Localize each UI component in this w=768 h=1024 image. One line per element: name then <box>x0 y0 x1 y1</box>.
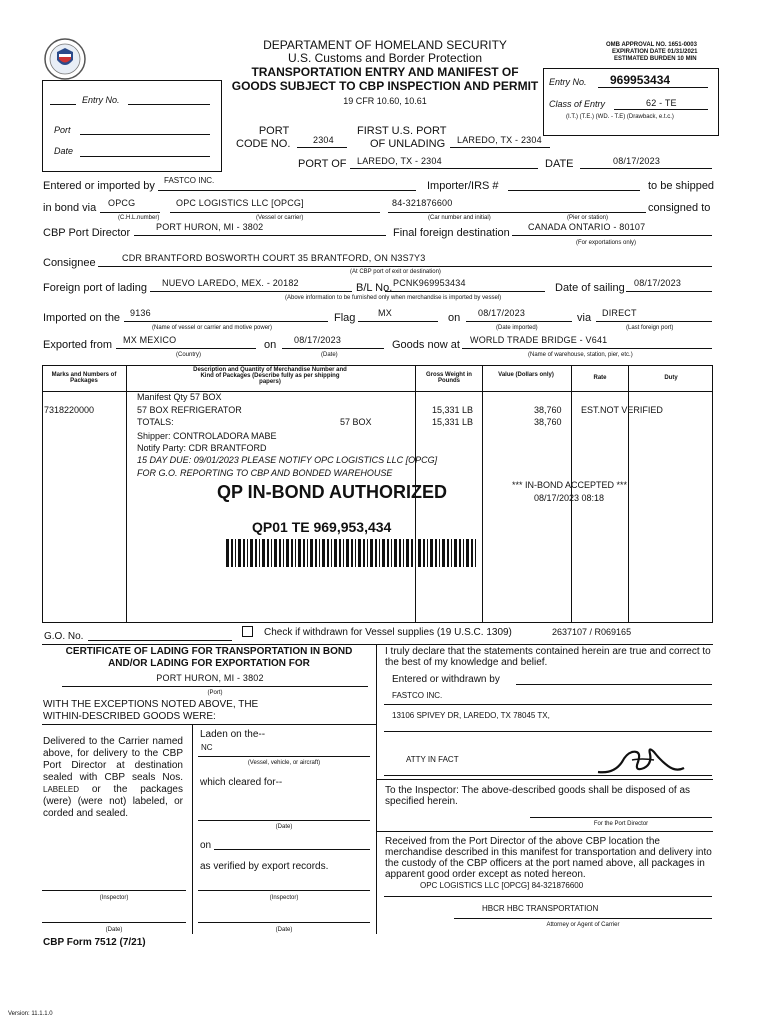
carrier-line1: OPC LOGISTICS LLC [OPCG] 84-321876600 <box>420 881 584 890</box>
date-label: Date <box>54 146 74 156</box>
imported-on-label: Imported on the <box>43 312 121 324</box>
marks-value: 7318220000 <box>44 405 95 415</box>
port-of-label: PORT OF <box>298 158 347 170</box>
cap-date-left: (Date) <box>105 927 123 933</box>
cap-lading: (Above information to be furnished only when merchandise is imported by vessel) <box>285 295 502 301</box>
qp-number: QP01 TE 969,953,434 <box>252 519 392 535</box>
barcode-bar <box>243 539 245 567</box>
dhs-seal <box>44 38 86 80</box>
weight-line-1: 15,331 LB <box>432 405 474 415</box>
barcode-bar <box>310 539 313 567</box>
atty-in-fact: ATTY IN FACT <box>406 755 459 764</box>
cap-cleared-date: (Date) <box>275 824 293 830</box>
version-label: Version: 11.1.1.0 <box>8 1011 53 1017</box>
declaration-text: I truly declare that the statements contained herein are true and correct to the best of my knowledge and belief. <box>385 646 711 668</box>
barcode-bar <box>255 539 257 567</box>
cap-port: (Port) <box>207 690 223 696</box>
barcode-bar <box>351 539 353 567</box>
date-value-top: 08/17/2023 <box>613 156 661 166</box>
barcode-bar <box>319 539 320 567</box>
barcode-bar <box>247 539 248 567</box>
certificate-title2: AND/OR LADING FOR EXPORTATION FOR <box>108 658 310 669</box>
barcode-bar <box>399 539 401 567</box>
cap-inspector-right: (Inspector) <box>269 895 299 901</box>
in-bond-accepted-date: 08/17/2023 08:18 <box>534 493 605 503</box>
cap-imported-vessel: (Name of vessel or carrier and motive power) <box>152 325 273 331</box>
header-description: Description and Quantity of Merchandise Number and Kind of Packages (Describe fully as per shipping papers) <box>193 367 347 385</box>
rate-value: EST.NOT VERIFIED <box>581 405 663 415</box>
barcode-bar <box>339 539 341 567</box>
form-title-line1: TRANSPORTATION ENTRY AND MANIFEST OF <box>251 65 519 79</box>
port-director-label: CBP Port Director <box>43 227 131 239</box>
lading-value: NUEVO LAREDO, MEX. - 20182 <box>162 278 299 288</box>
barcode-bar <box>307 539 308 567</box>
barcode-bar <box>279 539 281 567</box>
via-value: DIRECT <box>602 308 637 318</box>
to-be-shipped-label: to be shipped <box>648 180 715 192</box>
barcode-bar <box>382 539 385 567</box>
cap-port-director: For the Port Director <box>593 821 649 827</box>
barcode-bar <box>262 539 265 567</box>
date-field[interactable] <box>80 156 210 157</box>
barcode-bar <box>238 539 241 567</box>
lading-label: Foreign port of lading <box>43 282 147 294</box>
barcode-bar <box>231 539 233 567</box>
cap-imported-date: (Date imported) <box>496 325 538 331</box>
barcode-bar <box>358 539 361 567</box>
car-number-value: 84-321876600 <box>392 198 453 208</box>
barcode-bar <box>466 539 469 567</box>
via-label: via <box>577 312 592 324</box>
manifest-qty: Manifest Qty 57 BOX <box>137 392 222 402</box>
cap-inspector-left: (Inspector) <box>99 895 129 901</box>
barcode-bar <box>418 539 421 567</box>
department-title: DEPARTAMENT OF HOMELAND SECURITY <box>263 38 507 52</box>
value-totals: 38,760 <box>534 417 562 427</box>
final-destination-value: CANADA ONTARIO - 80107 <box>528 222 646 232</box>
importer-irs-label: Importer/IRS # <box>427 180 499 192</box>
barcode-bar <box>334 539 337 567</box>
on-label-imported: on <box>448 312 461 324</box>
exceptions-line2: WITHIN-DESCRIBED GOODS WERE: <box>43 711 216 722</box>
cap-consignee: (At CBP port of exit or destination) <box>350 269 441 275</box>
class-of-entry-value: 62 - TE <box>646 98 677 108</box>
on-label-exported: on <box>264 339 277 351</box>
due-notice: 15 DAY DUE: 09/01/2023 PLEASE NOTIFY OPC LOGISTICS LLC [OPCG] <box>137 455 438 465</box>
barcode-bar <box>355 539 356 567</box>
laden-value: NC <box>201 743 213 752</box>
class-of-entry-label: Class of Entry <box>549 99 606 109</box>
barcode-bar <box>430 539 433 567</box>
entered-by-value: FASTCO INC. <box>164 176 215 185</box>
first-port-value: LAREDO, TX - 2304 <box>457 135 542 145</box>
form-number: CBP Form 7512 (7/21) <box>43 937 146 948</box>
header-rate: Rate <box>593 375 607 381</box>
class-of-entry-note: (I.T.) (T.E.) (WD. - T.E) (Drawback, e.t.c.) <box>566 114 674 120</box>
cap-exported-date: (Date) <box>321 352 338 358</box>
declarant-company: FASTCO INC. <box>392 691 443 700</box>
barcode-icon <box>226 539 478 567</box>
exported-from-label: Exported from <box>43 339 113 351</box>
exported-from-value: MX MEXICO <box>123 335 177 345</box>
cap-last-port: (Last foreign port) <box>626 325 674 331</box>
barcode-bar <box>226 539 229 567</box>
header-marks: Marks and Numbers of Packages <box>51 372 117 384</box>
reference-number: 2637107 / R069165 <box>552 627 632 637</box>
barcode-bar <box>322 539 325 567</box>
entered-by-label: Entered or imported by <box>43 180 155 192</box>
barcode-bar <box>267 539 269 567</box>
barcode-bar <box>391 539 392 567</box>
barcode-bar <box>442 539 445 567</box>
shipper: Shipper: CONTROLADORA MABE <box>137 431 277 441</box>
cap-vessel: (Vessel or carrier) <box>256 215 304 221</box>
cap-car: (Car number and initial) <box>428 215 491 221</box>
barcode-bar <box>439 539 440 567</box>
vessel-supplies-label: Check if withdrawn for Vessel supplies (19 U.S.C. 1309) <box>264 627 512 638</box>
bl-no-label: B/L No. <box>356 282 393 294</box>
carrier-line2: HBCR HBC TRANSPORTATION <box>482 904 599 913</box>
barcode-bar <box>235 539 236 567</box>
port-code-label1: PORT <box>258 125 290 137</box>
cap-attorney: Attorney or Agent of Carrier <box>546 922 620 928</box>
barcode-bar <box>343 539 344 567</box>
on-value-imported: 08/17/2023 <box>478 308 526 318</box>
date-label-top: DATE <box>545 158 574 170</box>
verified-text: as verified by export records. <box>200 861 329 872</box>
sailing-date-value: 08/17/2023 <box>634 278 682 288</box>
barcode-bar <box>286 539 289 567</box>
barcode-bar <box>250 539 253 567</box>
goods-now-at-label: Goods now at <box>392 339 460 351</box>
received-text: Received from the Port Director of the above CBP location the merchandise described in this manifest for transportation and delivery into the custody of the CBP officers at the port named above, all packages in apparent good order except as noted hereon. <box>385 836 712 880</box>
barcode-bar <box>454 539 457 567</box>
certificate-title1: CERTIFICATE OF LADING FOR TRANSPORTATION IN BOND <box>65 646 353 657</box>
barcode-bar <box>423 539 425 567</box>
go-reporting: FOR G.O. REPORTING TO CBP AND BONDED WAREHOUSE <box>137 468 393 478</box>
sailing-date-label: Date of sailing <box>555 282 625 294</box>
barcode-bar <box>394 539 397 567</box>
consignee-label: Consignee <box>43 257 96 269</box>
go-no-field[interactable] <box>88 640 232 641</box>
barcode-bar <box>327 539 329 567</box>
cleared-for-label: which cleared for-- <box>200 777 283 788</box>
omb-approval: OMB APPROVAL NO. 1651-0003 <box>606 42 697 48</box>
on-value-exported: 08/17/2023 <box>294 335 342 345</box>
packages-text: or the packages (were) (were not) labeled, or corded and sealed. <box>43 784 183 819</box>
first-port-label1: FIRST U.S. PORT <box>357 125 447 137</box>
barcode-bar <box>303 539 305 567</box>
barcode-bar <box>475 539 476 567</box>
entry-no-label-right: Entry No. <box>549 77 587 87</box>
delivered-text <box>43 736 183 820</box>
in-bond-via-label: in bond via <box>43 202 97 214</box>
flag-label: Flag <box>334 312 356 324</box>
weight-totals: 15,331 LB <box>432 417 474 427</box>
barcode-bar <box>363 539 365 567</box>
cap-country: (Country) <box>176 352 202 358</box>
omb-burden: ESTIMATED BURDEN 10 MIN <box>614 56 697 62</box>
chl-number-value: OPCG <box>108 198 136 208</box>
barcode-bar <box>271 539 272 567</box>
totals-label: TOTALS: <box>137 417 174 427</box>
barcode-bar <box>274 539 277 567</box>
barcode-bar <box>295 539 296 567</box>
barcode-bar <box>406 539 409 567</box>
cfr-reference: 19 CFR 10.60, 10.61 <box>343 96 427 106</box>
goods-now-at-value: WORLD TRADE BRIDGE - V641 <box>470 335 608 345</box>
barcode-bar <box>459 539 461 567</box>
vessel-carrier-value: OPC LOGISTICS LLC [OPCG] <box>176 198 304 208</box>
signature-icon <box>592 738 688 780</box>
barcode-bar <box>427 539 428 567</box>
notify-party: Notify Party: CDR BRANTFORD <box>137 443 267 453</box>
header-value: Value (Dollars only) <box>498 372 554 378</box>
agency-title: U.S. Customs and Border Protection <box>287 51 483 65</box>
inspector-text: To the Inspector: The above-described goods shall be disposed of as specified herein. <box>385 785 691 807</box>
barcode-bar <box>435 539 437 567</box>
qp-authorized: QP IN-BOND AUTHORIZED <box>217 482 448 502</box>
barcode-bar <box>283 539 284 567</box>
flag-value: MX <box>378 308 392 318</box>
omb-expiration: EXPIRATION DATE 01/31/2021 <box>612 49 698 55</box>
final-destination-label: Final foreign destination <box>393 227 510 239</box>
barcode-bar <box>291 539 293 567</box>
barcode-bar <box>298 539 301 567</box>
totals-box: 57 BOX <box>340 417 372 427</box>
barcode-bar <box>375 539 377 567</box>
cap-warehouse: (Name of warehouse, station, pier, etc.) <box>528 352 633 358</box>
cap-laden-vessel: (Vessel, vehicle, or aircraft) <box>247 760 321 766</box>
value-line-1: 38,760 <box>534 405 562 415</box>
cap-date-right: (Date) <box>275 927 293 933</box>
cap-exportations: (For exportations only) <box>576 240 637 246</box>
vessel-supplies-checkbox[interactable] <box>242 626 253 637</box>
exceptions-line1: WITH THE EXCEPTIONS NOTED ABOVE, THE <box>43 699 259 710</box>
entry-no-label-left: Entry No. <box>82 95 120 105</box>
barcode-bar <box>370 539 373 567</box>
consigned-to-label: consigned to <box>648 202 711 214</box>
port-of-value: LAREDO, TX - 2304 <box>357 156 442 166</box>
barcode-bar <box>403 539 404 567</box>
entry-no-value: 969953434 <box>610 73 671 87</box>
port-director-value: PORT HURON, MI - 3802 <box>156 222 264 232</box>
bl-no-value: PCNK969953434 <box>393 278 466 288</box>
barcode-bar <box>411 539 413 567</box>
port-label: Port <box>54 125 71 135</box>
barcode-bar <box>471 539 473 567</box>
imported-on-value: 9136 <box>130 308 151 318</box>
port-field[interactable] <box>80 134 210 135</box>
importer-irs-field[interactable] <box>508 190 640 191</box>
in-bond-accepted: *** IN-BOND ACCEPTED *** <box>512 480 628 490</box>
port-code-value: 2304 <box>313 135 334 145</box>
barcode-bar <box>415 539 416 567</box>
barcode-bar <box>447 539 449 567</box>
line-item-1: 57 BOX REFRIGERATOR <box>137 405 242 415</box>
laden-label: Laden on the-- <box>200 729 266 740</box>
withdrawn-by-field[interactable] <box>516 684 712 685</box>
header-duty: Duty <box>664 375 678 381</box>
barcode-bar <box>463 539 464 567</box>
first-port-label2: OF UNLADING <box>370 138 446 150</box>
on-label-cert: on <box>200 840 212 851</box>
form-title-line2: GOODS SUBJECT TO CBP INSPECTION AND PERMIT <box>231 79 539 93</box>
certificate-port: PORT HURON, MI - 3802 <box>156 673 264 683</box>
go-no-label: G.O. No. <box>44 631 84 642</box>
header-weight: Gross Weight in Pounds <box>426 372 472 384</box>
barcode-bar <box>315 539 317 567</box>
cap-chl: (C.H.L.number) <box>118 215 160 221</box>
barcode-bar <box>387 539 389 567</box>
barcode-bar <box>451 539 452 567</box>
barcode-bar <box>379 539 380 567</box>
seals-value: LABELED <box>43 785 80 794</box>
withdrawn-by-label: Entered or withdrawn by <box>392 674 500 685</box>
barcode-bar <box>331 539 332 567</box>
delivered-text-body: Delivered to the Carrier named above, for delivery to the CBP Port Director at destination sealed with CBP seals Nos. <box>43 736 183 783</box>
barcode-bar <box>259 539 260 567</box>
barcode-bar <box>346 539 349 567</box>
consignee-value: CDR BRANTFORD BOSWORTH COURT 35 BRANTFORD, ON N3S7Y3 <box>122 253 426 263</box>
cap-pier: (Pier or station) <box>567 215 609 221</box>
declarant-address: 13106 SPIVEY DR, LAREDO, TX 78045 TX, <box>392 711 550 720</box>
barcode-bar <box>367 539 368 567</box>
entry-no-field-left[interactable] <box>128 104 210 105</box>
port-code-label2: CODE NO. <box>236 138 291 150</box>
